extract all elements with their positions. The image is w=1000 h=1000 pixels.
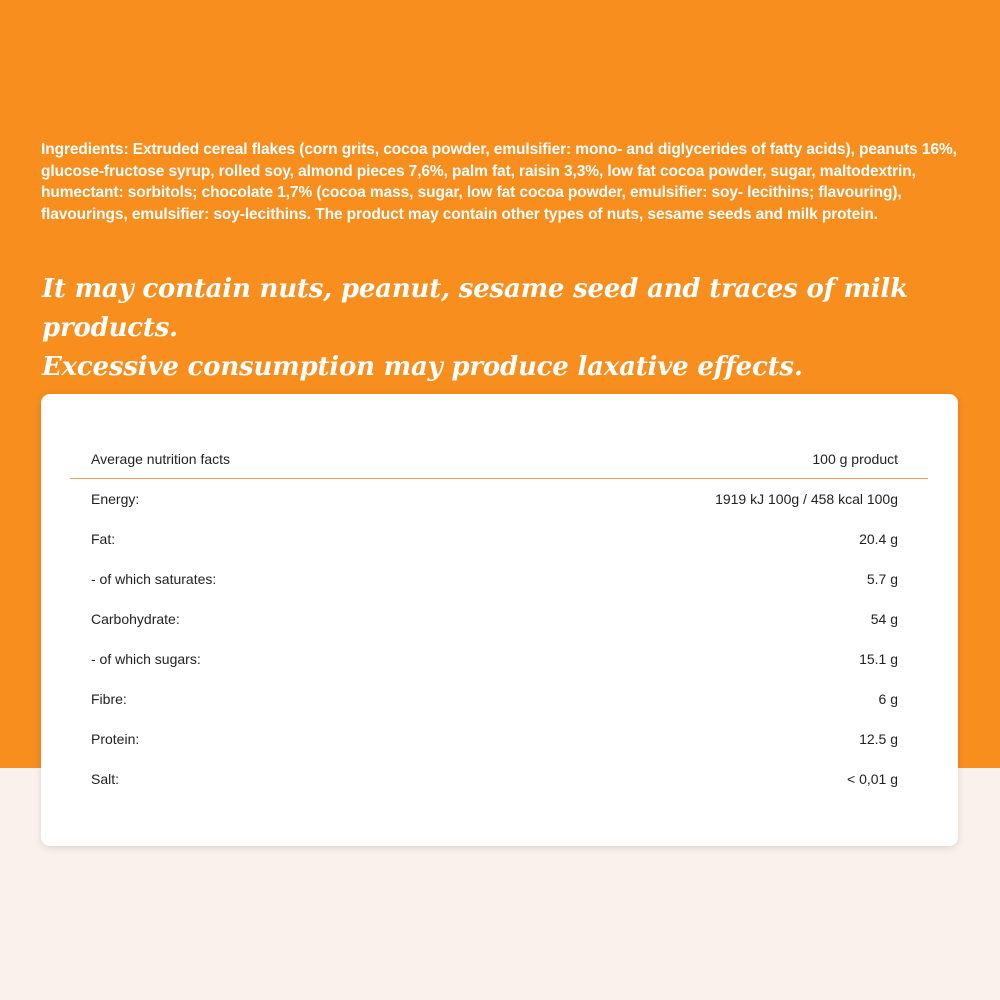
nutrient-label: - of which saturates: bbox=[91, 571, 217, 587]
nutrition-row-sugars bbox=[70, 639, 928, 679]
nutrition-row-carbohydrate bbox=[70, 599, 928, 639]
warning-line-allergens: It may contain nuts, peanut, sesame seed and traces of milk products. bbox=[42, 274, 908, 343]
nutrient-value: 6 g bbox=[878, 691, 898, 707]
nutrition-row-saturates bbox=[70, 559, 928, 599]
nutrition-header-value: 100 g product bbox=[812, 451, 898, 467]
nutrition-row-fat bbox=[70, 519, 928, 559]
nutrient-label: Salt: bbox=[91, 771, 120, 787]
nutrition-card bbox=[41, 394, 958, 846]
nutrient-value: 54 g bbox=[870, 611, 898, 627]
nutrient-value: 15.1 g bbox=[859, 651, 898, 667]
allergen-warning bbox=[42, 270, 972, 387]
nutrient-label: - of which sugars: bbox=[91, 651, 201, 667]
nutrition-row-protein bbox=[70, 719, 928, 759]
nutrient-label: Fat: bbox=[91, 531, 116, 547]
nutrient-label: Fibre: bbox=[91, 691, 127, 707]
nutrition-header-row bbox=[70, 440, 928, 479]
nutrition-header-label: Average nutrition facts bbox=[91, 451, 231, 467]
nutrient-label: Carbohydrate: bbox=[91, 611, 180, 627]
nutrient-value: 5.7 g bbox=[866, 571, 898, 587]
nutrition-row-energy bbox=[70, 479, 928, 519]
nutrition-table bbox=[70, 440, 928, 799]
ingredients-text: Ingredients: Extruded cereal flakes (corn grits, cocoa powder, emulsifier: mono- and diglycerides of fatty acids), peanuts 16%, glucose-fructose syrup, rolled soy, almond pieces 7,6%, palm fat, raisin 3,3%, low fat cocoa powder, sugar, maltodextrin, humectant: sorbitols; chocolate 1,7% (cocoa mass, sugar, low fat cocoa powder, emulsifier: soy- lecithins; flavouring), flavourings, emulsifier: soy-lecithins. The product may contain other types of nuts, sesame seeds and milk protein. bbox=[41, 141, 957, 223]
nutrient-value: 20.4 g bbox=[859, 531, 898, 547]
nutrient-value: 12.5 g bbox=[859, 731, 898, 747]
nutrient-value: < 0,01 g bbox=[847, 771, 898, 787]
nutrient-label: Protein: bbox=[91, 731, 140, 747]
warning-line-laxative: Excessive consumption may produce laxative effects. bbox=[42, 352, 803, 382]
nutrient-value: 1919 kJ 100g / 458 kcal 100g bbox=[715, 491, 898, 507]
nutrition-row-fibre bbox=[70, 679, 928, 719]
nutrient-label: Energy: bbox=[91, 491, 140, 507]
nutrition-row-salt bbox=[70, 759, 928, 799]
